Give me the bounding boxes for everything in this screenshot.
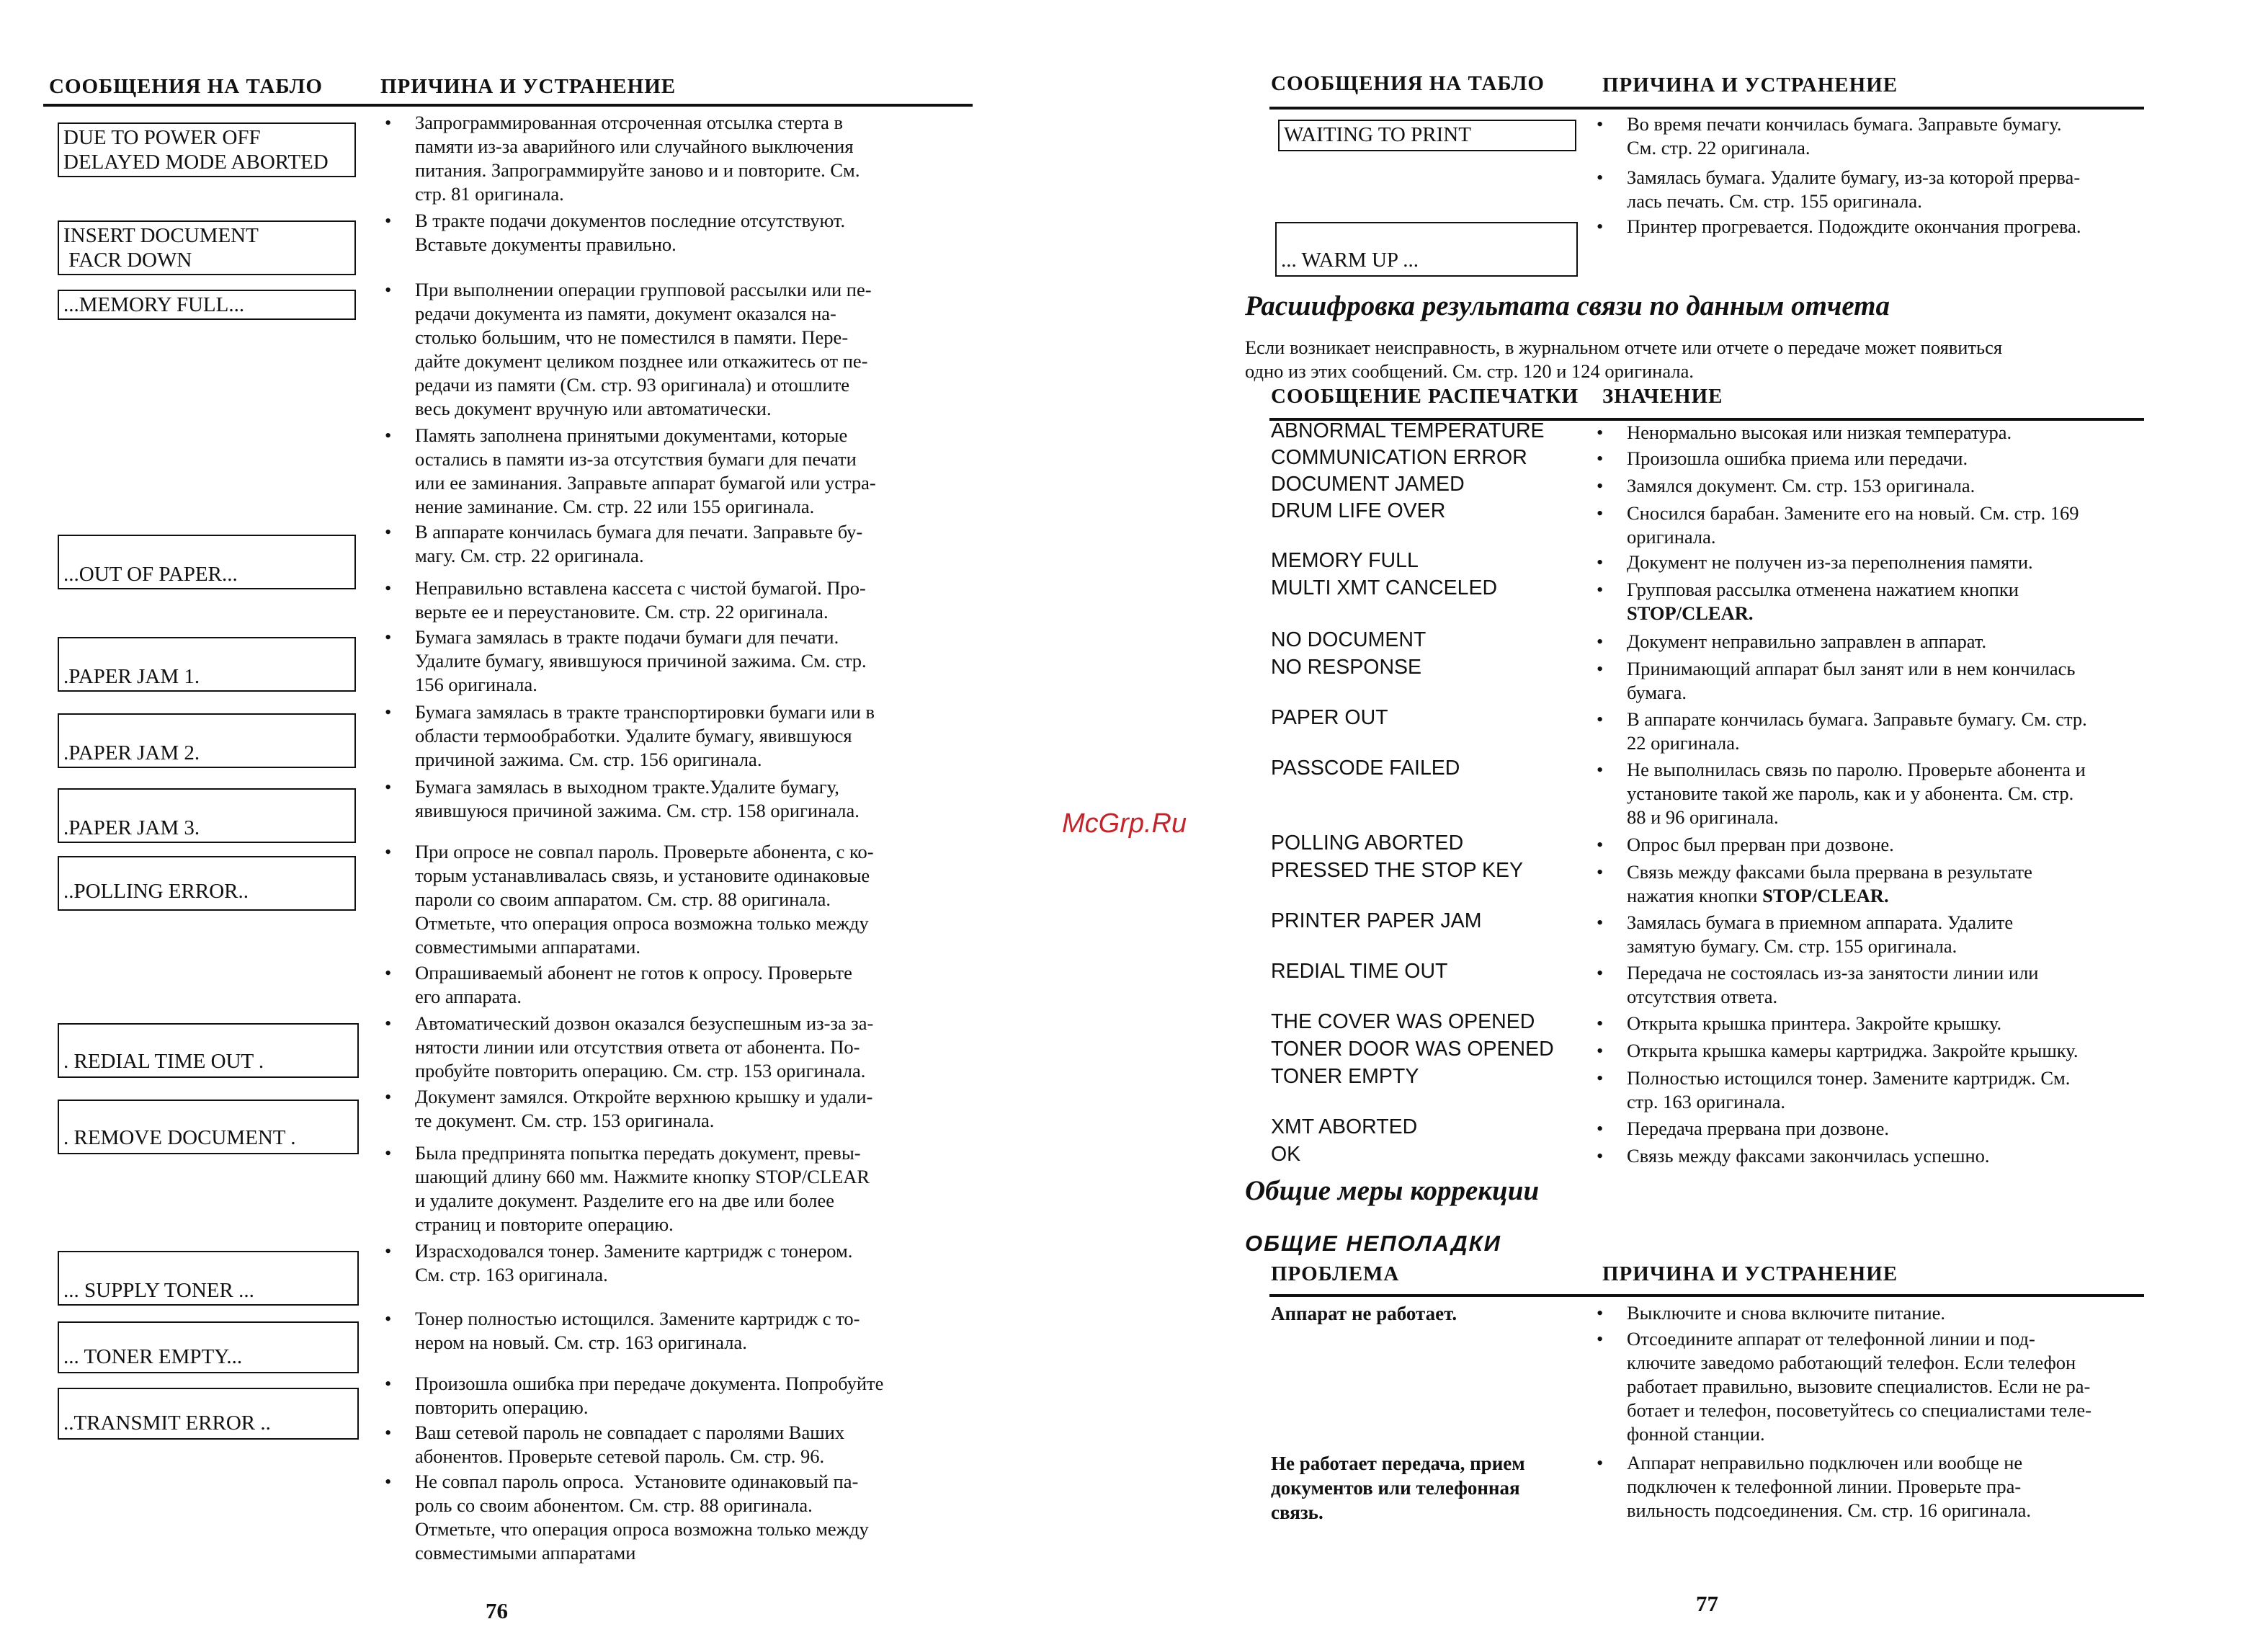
list-item: • Бумага замялась в выходном тракте.Удалите бумагу, явившуюся причиной зажима. См. стр. 158 оригинала. <box>383 775 967 823</box>
problem-1: Аппарат не работает. <box>1271 1303 1457 1324</box>
report-code: XMT ABORTED <box>1271 1115 1418 1138</box>
list-item: • Память заполнена принятыми документами, которые остались в памяти из-за отсутствия бумаги для печати или ее заминания. Заправьте аппарат бумагой или устра- нение заминание. См. стр. 22 или 155 оригинала. <box>383 424 967 519</box>
report-code: NO DOCUMENT <box>1271 628 1427 651</box>
msg-box: INSERT DOCUMENT FACR DOWN <box>58 220 356 275</box>
list-item: • Полностью истощился тонер. Замените картридж. См. стр. 163 оригинала. <box>1595 1066 2179 1114</box>
report-code: MULTI XMT CANCELED <box>1271 576 1498 599</box>
right-header-messages: СООБЩЕНИЯ НА ТАБЛО <box>1271 72 1545 95</box>
problem-2: Не работает передача, прием документов или телефонная связь. <box>1271 1453 1525 1523</box>
list-item: • Принимающий аппарат был занят или в нем кончилась бумага. <box>1595 657 2179 705</box>
page-number: 76 <box>486 1598 508 1623</box>
problem-cause-header: ПРИЧИНА И УСТРАНЕНИЕ <box>1602 1262 1898 1285</box>
left-header-messages: СООБЩЕНИЯ НА ТАБЛО <box>49 75 323 98</box>
report-code-list <box>1271 0 1588 1182</box>
msg-box: . REMOVE DOCUMENT . <box>58 1100 359 1154</box>
report-intro: Если возникает неисправность, в журнальном отчете или отчете о передаче может появиться одно из этих сообщений. См. стр. 120 и 124 оригинала. <box>1245 336 2003 382</box>
list-item: • Не совпал пароль опроса. Установите одинаковый па- роль со своим абонентом. См. стр. 88 оригинала. Отметьте, что операция опроса возможна только между совместимыми аппаратами <box>383 1470 967 1565</box>
report-code: PRESSED THE STOP KEY <box>1271 859 1524 882</box>
list-item: • В тракте подачи документов последние отсутствуют. Вставьте документы правильно. <box>383 209 967 257</box>
list-item: • Связь между факсами закончилась успешно. <box>1595 1144 2179 1168</box>
list-item: • Ваш сетевой пароль не совпадает с паролями Ваших абонентов. Проверьте сетевой пароль. См. стр. 96. <box>383 1421 967 1468</box>
right-header-cause: ПРИЧИНА И УСТРАНЕНИЕ <box>1602 73 1898 97</box>
report-code: DRUM LIFE OVER <box>1271 499 1446 522</box>
msg-box: ... TONER EMPTY... <box>58 1321 359 1373</box>
list-item: • Опрос был прерван при дозвоне. <box>1595 833 2179 857</box>
list-item: • Документ не получен из-за переполнения памяти. <box>1595 550 2179 574</box>
msg-box: ...OUT OF PAPER... <box>58 535 356 589</box>
subsection-title: ОБЩИЕ НЕПОЛАДКИ <box>1245 1231 1501 1256</box>
msg-box: ... SUPPLY TONER ... <box>58 1251 359 1306</box>
list-item: • Автоматический дозвон оказался безуспешным из-за за- нятости линии или отсутствия ответа от абонента. По- пробуйте повторить операцию. См. стр. 153 оригинала. <box>383 1012 967 1083</box>
list-item: • Передача прервана при дозвоне. <box>1595 1117 2179 1141</box>
report-code: ABNORMAL TEMPERATURE <box>1271 419 1545 442</box>
list-item: • Принтер прогревается. Подождите окончания прогрева. <box>1595 215 2157 238</box>
problem-header: ПРОБЛЕМА <box>1271 1262 1400 1285</box>
list-item: • Открыта крышка камеры картриджа. Закройте крышку. <box>1595 1039 2179 1063</box>
watermark-text: McGrp.Ru <box>1062 808 1187 839</box>
list-item: • Опрашиваемый абонент не готов к опросу. Проверьте его аппарата. <box>383 961 967 1009</box>
report-code: OK <box>1271 1143 1301 1166</box>
list-item: • Передача не состоялась из-за занятости линии или отсутствия ответа. <box>1595 961 2179 1009</box>
list-item: • Неправильно вставлена кассета с чистой бумагой. Про- верьте ее и переустановите. См. стр. 22 оригинала. <box>383 576 967 624</box>
report-code: TONER DOOR WAS OPENED <box>1271 1038 1554 1061</box>
report-code: TONER EMPTY <box>1271 1065 1419 1088</box>
list-item: • Во время печати кончилась бумага. Заправьте бумагу. См. стр. 22 оригинала. <box>1595 112 2157 160</box>
list-item: • При выполнении операции групповой рассылки или пе- редачи документа из памяти, документ оказался на- столько большим, что не поместился в памяти. Пере- дайте документ целиком позднее или откажитесь от пе- редачи из памяти (См. стр. 93 оригинала) и отошлите весь документ вручную или автоматически. <box>383 278 967 421</box>
list-item: • Замялся документ. См. стр. 153 оригинала. <box>1595 474 2179 498</box>
msg-box: ..TRANSMIT ERROR .. <box>58 1388 359 1440</box>
report-code: COMMUNICATION ERROR <box>1271 446 1527 469</box>
msg-box: WAITING TO PRINT <box>1278 120 1576 151</box>
left-header-cause: ПРИЧИНА И УСТРАНЕНИЕ <box>380 75 677 98</box>
list-item: • Произошла ошибка при передаче документа. Попробуйте повторить операцию. <box>383 1372 967 1419</box>
report-code: MEMORY FULL <box>1271 549 1419 572</box>
list-item: • Документ неправильно заправлен в аппарат. <box>1595 630 2179 654</box>
problem-cause-list <box>1595 0 2179 1585</box>
list-item: • Аппарат неправильно подключен или вообще не подключен к телефонной линии. Проверьте пра- вильность подсоединения. См. стр. 16 оригинала. <box>1595 1451 2179 1522</box>
list-item: • Связь между факсами была прервана в результате нажатия кнопки STOP/CLEAR. <box>1595 860 2179 908</box>
list-item: • В аппарате кончилась бумага. Заправьте бумагу. См. стр. 22 оригинала. <box>1595 708 2179 755</box>
msg-box: . REDIAL TIME OUT . <box>58 1023 359 1078</box>
list-item: • Ненормально высокая или низкая температура. <box>1595 421 2179 445</box>
list-item: • В аппарате кончилась бумага для печати. Заправьте бу- магу. См. стр. 22 оригинала. <box>383 520 967 568</box>
right-page <box>1134 0 2268 1650</box>
list-item: • Сносился барабан. Замените его на новый. См. стр. 169 оригинала. <box>1595 501 2179 549</box>
report-code: THE COVER WAS OPENED <box>1271 1010 1535 1033</box>
list-item: • Групповая рассылка отменена нажатием кнопки STOP/CLEAR. <box>1595 578 2179 625</box>
msg-box: .PAPER JAM 1. <box>58 637 356 692</box>
report-code: PASSCODE FAILED <box>1271 757 1460 780</box>
list-item: • Была предпринята попытка передать документ, превы- шающий длину 660 мм. Нажмите кнопку STOP/CLEAR и удалите документ. Разделите его на две или более страниц и повторите операцию. <box>383 1141 967 1236</box>
list-item: • Тонер полностью истощился. Замените картридж с то- нером на новый. См. стр. 163 оригинала. <box>383 1307 967 1355</box>
list-item: • Бумага замялась в тракте транспортировки бумаги или в области термообработки. Удалите бумагу, явившуюся причиной зажима. См. стр. 156 оригинала. <box>383 700 967 772</box>
list-item: • Произошла ошибка приема или передачи. <box>1595 447 2179 471</box>
report-code: POLLING ABORTED <box>1271 831 1464 855</box>
page-number: 77 <box>1696 1591 1718 1616</box>
msg-box: DUE TO POWER OFF DELAYED MODE ABORTED <box>58 122 356 177</box>
report-code: PRINTER PAPER JAM <box>1271 909 1482 932</box>
list-item: • При опросе не совпал пароль. Проверьте абонента, с ко- торым устанавливалась связь, и установите одинаковые пароли со своим аппаратом. См. стр. 88 оригинала. Отметьте, что операция опроса возможна только между совместимыми аппаратами. <box>383 840 967 959</box>
msg-box: ...MEMORY FULL... <box>58 290 356 320</box>
report-code: NO RESPONSE <box>1271 656 1422 679</box>
section-title-corrections: Общие меры коррекции <box>1245 1175 1540 1206</box>
report-code: PAPER OUT <box>1271 706 1388 729</box>
list-item: • Замялась бумага в приемном аппарата. Удалите замятую бумагу. См. стр. 155 оригинала. <box>1595 911 2179 958</box>
report-code: REDIAL TIME OUT <box>1271 960 1448 983</box>
section-title-report: Расшифровка результата связи по данным отчета <box>1245 290 1890 321</box>
report-header-code: СООБЩЕНИЕ РАСПЕЧАТКИ <box>1271 385 1579 408</box>
report-code: DOCUMENT JAMED <box>1271 473 1465 496</box>
report-header-meaning: ЗНАЧЕНИЕ <box>1602 385 1723 408</box>
list-item: • Отсоедините аппарат от телефонной линии и под- ключите заведомо работающий телефон. Если телефон работает правильно, вызовите специалистов. Если не ра- ботает и телефон, посоветуйтесь со специалистами теле- фонной станции. <box>1595 1327 2179 1446</box>
list-item: • Запрограммированная отсроченная отсылка стерта в памяти из-за аварийного или случайного выключения питания. Запрограммируйте заново и и повторите. См. стр. 81 оригинала. <box>383 111 967 206</box>
msg-box: ..POLLING ERROR.. <box>58 856 356 911</box>
list-item: • Не выполнилась связь по паролю. Проверьте абонента и установите такой же пароль, как и у абонента. См. стр. 88 и 96 оригинала. <box>1595 758 2179 829</box>
list-item: • Бумага замялась в тракте подачи бумаги для печати. Удалите бумагу, явившуюся причиной зажима. См. стр. 156 оригинала. <box>383 625 967 697</box>
list-item: • Документ замялся. Откройте верхнюю крышку и удали- те документ. См. стр. 153 оригинала. <box>383 1085 967 1133</box>
left-cause-list <box>383 0 967 1650</box>
list-item: • Замялась бумага. Удалите бумагу, из-за которой прерва- лась печать. См. стр. 155 оригинала. <box>1595 166 2157 213</box>
msg-box: .PAPER JAM 2. <box>58 713 356 768</box>
list-item: • Израсходовался тонер. Замените картридж с тонером. См. стр. 163 оригинала. <box>383 1239 967 1287</box>
msg-box: .PAPER JAM 3. <box>58 788 356 843</box>
list-item: • Выключите и снова включите питание. <box>1595 1301 2179 1325</box>
list-item: • Открыта крышка принтера. Закройте крышку. <box>1595 1012 2179 1035</box>
msg-box: ... WARM UP ... <box>1275 222 1578 277</box>
